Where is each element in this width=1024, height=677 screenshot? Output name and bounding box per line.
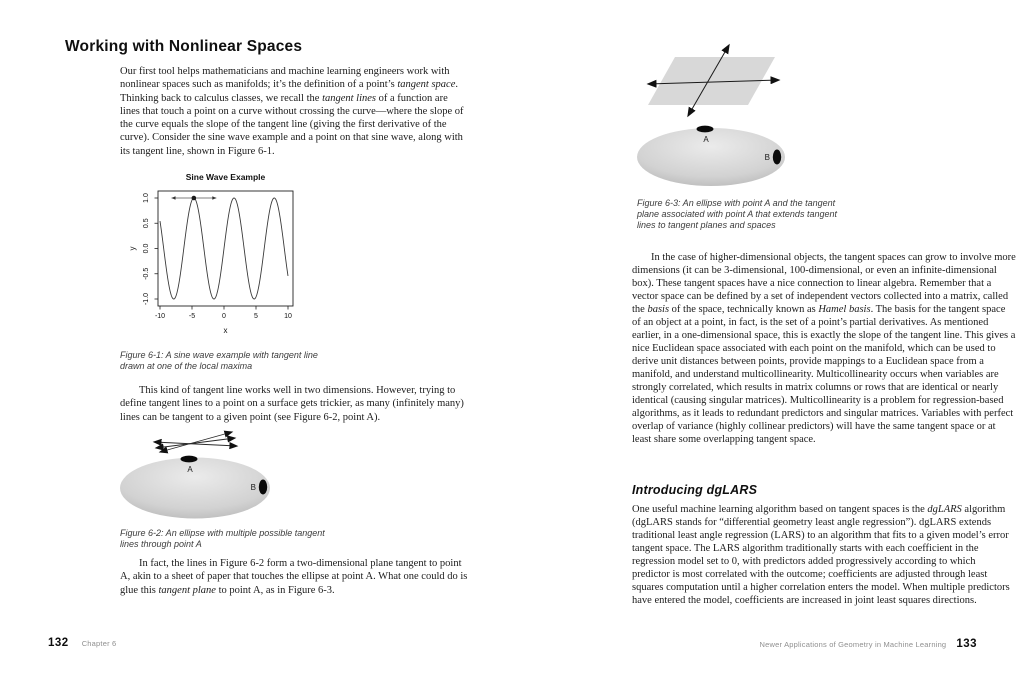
point-b-label: B	[250, 483, 256, 492]
footer-right	[760, 638, 977, 650]
tangent-point-dot	[192, 196, 197, 201]
section-heading: Working with Nonlinear Spaces	[65, 38, 303, 55]
point-a-label: A	[703, 135, 709, 144]
paragraph-tangent-lines: This kind of tangent line works well in two dimensions. However, trying to define tangent lines to a point on a surface gets trickier, as many (infinitely many) lines can be tangent to a given point (see Figure 6-2, point A).	[120, 385, 464, 423]
sine-curve	[160, 198, 288, 299]
x-tick-label: -5	[188, 313, 196, 320]
point-a-dot	[697, 126, 714, 133]
figure-6-3-caption: Figure 6-3: An ellipse with point A and the tangent plane associated with point A that extends tangent lines to tangent planes and spaces	[637, 198, 837, 231]
footer-left	[48, 637, 116, 649]
tangent-plane-figure	[630, 30, 805, 190]
ellipse-surface	[637, 128, 785, 186]
point-b-dot	[259, 480, 267, 495]
subsection-heading-dglars: Introducing dgLARS	[632, 483, 758, 497]
figure-6-3-diagram	[630, 30, 805, 190]
tangent-arrow-left	[172, 196, 176, 199]
x-tick-label: -10	[154, 313, 166, 320]
ellipse-surface	[120, 458, 270, 519]
figure-6-2-caption: Figure 6-2: An ellipse with multiple possible tangent lines through point A	[120, 528, 325, 550]
chart-title: Sine Wave Example	[185, 172, 266, 182]
tangent-lines-bundle	[154, 432, 237, 452]
y-tick-label: 0.5	[143, 218, 150, 229]
x-tick-label: 5	[254, 313, 258, 320]
chapter-label: Chapter 6	[81, 639, 117, 648]
point-a-dot	[181, 456, 198, 463]
running-title: Newer Applications of Geometry in Machine Learning	[759, 640, 947, 649]
x-tick-label: 10	[284, 313, 292, 320]
paragraph-dglars: One useful machine learning algorithm based on tangent spaces is the dgLARS algorithm (dgLARS stands for “differential geometry least angle regression”). dgLARS extends traditional least angle regression (LARS) to an algorithm that fits to a given model’s error tangent space. The LARS algorithm traditionally starts with each coefficient in the regression model set to 0, with predictors added progressively according to which predictor is most correlated with the outcome; coefficients are adjusted through least squares computation until a higher correlation enters the model. When multiple predictors have entered the model, coefficients are increased in joint least squares directions.	[632, 504, 1010, 606]
y-tick-label: -0.5	[143, 267, 150, 280]
y-tick-label: 0.0	[143, 243, 150, 254]
figure-6-2-diagram	[120, 425, 280, 525]
y-axis-label: y	[128, 246, 137, 251]
y-tick-label: 1.0	[143, 193, 150, 203]
point-a-label: A	[187, 465, 193, 474]
ellipse-tangent-lines-figure	[120, 425, 280, 525]
point-b-label: B	[764, 153, 770, 162]
figure-6-1-caption: Figure 6-1: A sine wave example with tangent line drawn at one of the local maxima	[120, 350, 318, 372]
x-axis-label: x	[223, 326, 228, 335]
page-number-left: 132	[48, 637, 69, 649]
page-number-right: 133	[956, 638, 977, 650]
paragraph-intro: Our first tool helps mathematicians and machine learning engineers work with nonlinear spaces such as manifolds; it’s the definition of a point’s tangent space. Thinking back to calculus classes, we recall the tangent lines of a function are lines that touch a point on a curve without crossing the curve—where the slope of the curve equals the slope of the tangent line (giving the first derivative of the curve). Consider the sine wave example and a point on that sine wave, along with its tangent line, shown in Figure 6-1.	[120, 66, 464, 157]
paragraph-tangent-plane: In fact, the lines in Figure 6-2 form a two-dimensional plane tangent to point A, akin to a sheet of paper that touches the ellipse at point A. What one could do is glue this tangent plane to point A, as in Figure 6-3.	[120, 558, 468, 596]
tangent-arrow-right	[212, 196, 216, 199]
sine-wave-plot	[125, 168, 310, 342]
figure-6-1-chart	[125, 168, 310, 342]
y-tick-label: -1.0	[143, 292, 150, 306]
x-tick-label: 0	[222, 313, 226, 320]
point-b-dot	[773, 150, 781, 165]
paragraph-higher-dimensional: In the case of higher-dimensional objects, the tangent spaces can grow to involve more dimensions (it can be 3-dimensional, 100-dimensional, or even an infinite-dimensional box). These tangent spaces have a nice connection to linear algebra. Remember that a vector space can be defined by a set of independent vectors collected into a matrix, called the basis of the space, technically known as Hamel basis. The basis for the tangent space of an object at a point, in fact, is the set of a point’s partial derivatives. As mentioned earlier, in a one-dimensional space, this is exactly the slope of the tangent line. This gives a nice Euclidean space associated with each point on the manifold, which can be used to derive unit distances between points, provide mappings to a Euclidean space from a manifold, and understand multicollinearity. Multicollinearity occurs when variables are strongly correlated, which results in matrix columns or rows that are identical or nearly identical (causing singular matrices). Multicollinearity is a problem for regression-based algorithms, as it leads to redundant predictors and singular matrices. Variables with perfect overlap of variance (highly collinear predictors) will have the same tangent space or at least share some overlapping tangent space.	[632, 252, 1016, 445]
